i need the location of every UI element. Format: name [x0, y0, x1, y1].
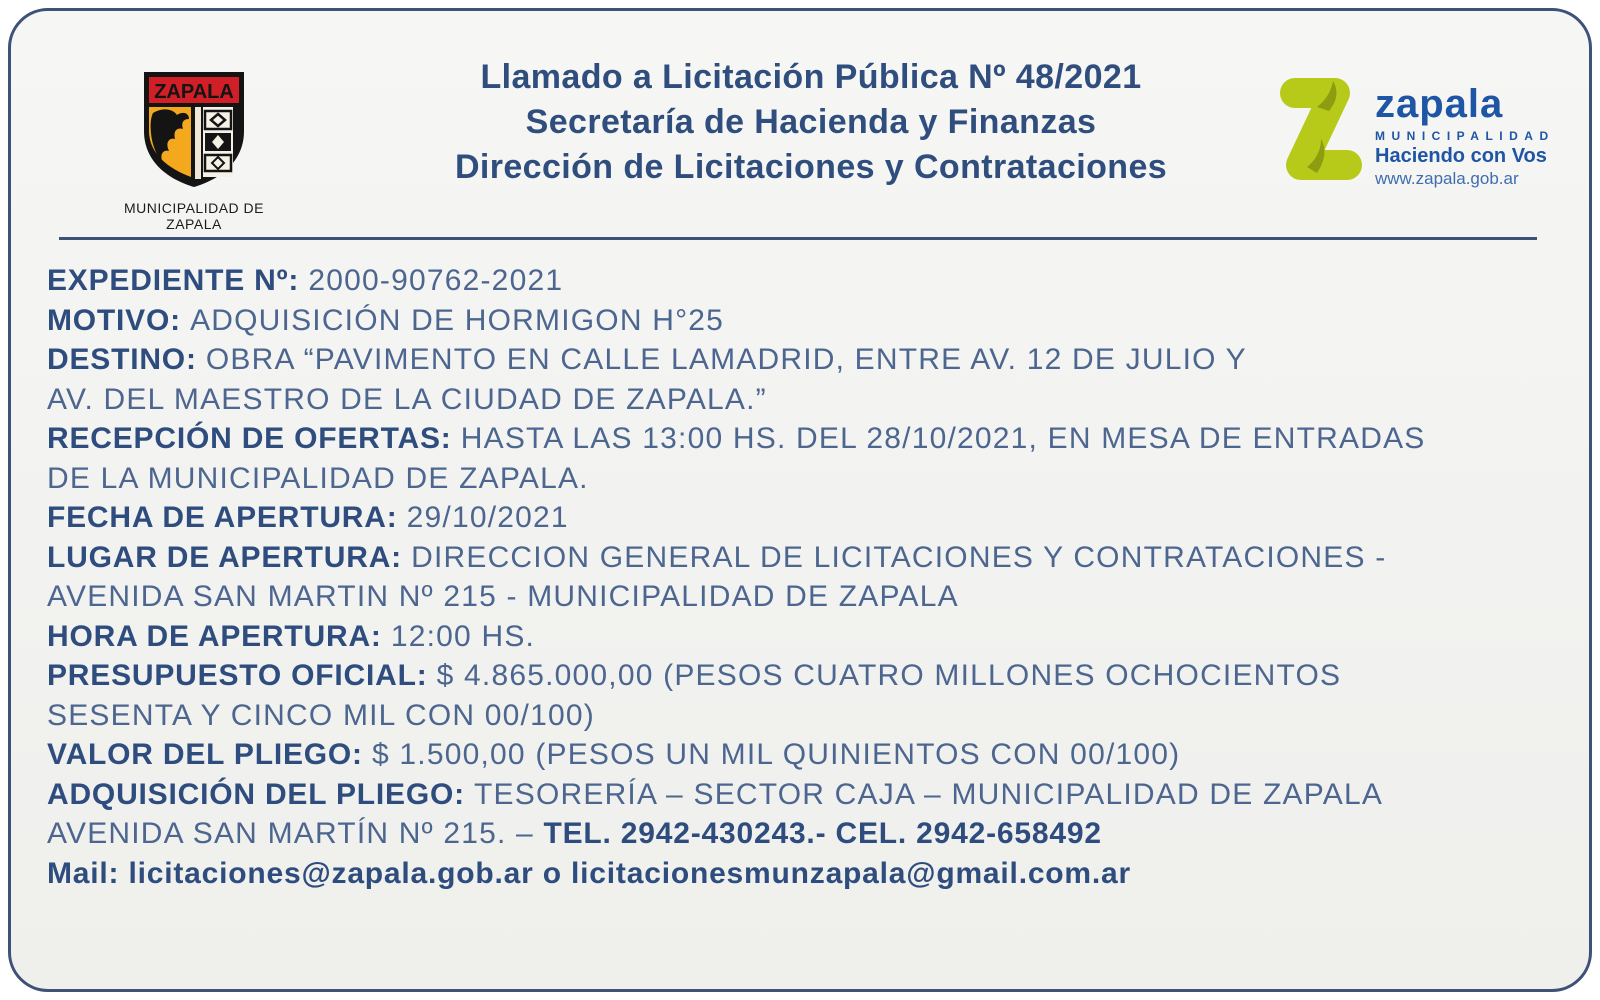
notice-line — [47, 419, 1565, 459]
municipality-shield-logo — [99, 69, 289, 232]
notice-line — [47, 617, 1565, 657]
notice-line — [47, 814, 1565, 854]
notice-line-text: DIRECCION GENERAL DE LICITACIONES Y CONTRATACIONES - — [411, 540, 1387, 574]
notice-line-text: 12:00 HS. — [390, 619, 536, 653]
notice-line-text: SESENTA Y CINCO MIL CON 00/100) — [47, 698, 595, 732]
notice-line-text: DE LA MUNICIPALIDAD DE ZAPALA. — [47, 461, 589, 495]
notice-line-label: EXPEDIENTE Nº: — [47, 264, 309, 297]
title-line-3: Dirección de Licitaciones y Contrataciones — [454, 148, 1168, 186]
notice-line-text: $ 4.865.000,00 (PESOS CUATRO MILLONES OCHOCIENTOS — [436, 659, 1342, 692]
brand-text — [1375, 77, 1555, 189]
header-divider — [59, 237, 1537, 240]
notice-line-label: MOTIVO: — [47, 303, 191, 337]
zapala-shield-icon — [139, 69, 249, 189]
shield-caption: MUNICIPALIDAD DE ZAPALA — [124, 200, 264, 232]
notice-line-text: $ 1.500,00 (PESOS UN MIL QUINIENTOS CON 00/100) — [371, 738, 1181, 771]
brand-website: www.zapala.gob.ar — [1375, 169, 1519, 188]
notice-line — [47, 459, 1565, 499]
notice-line — [47, 301, 1565, 341]
notice-line-text: AVENIDA SAN MARTIN Nº 215 - MUNICIPALIDAD DE ZAPALA — [47, 580, 959, 613]
notice-line — [47, 261, 1565, 301]
notice-line — [47, 577, 1565, 617]
notice-line — [47, 775, 1565, 815]
notice-line-text: AVENIDA SAN MARTÍN Nº 215. – — [47, 817, 544, 850]
notice-line-label: ADQUISICIÓN DEL PLIEGO: — [47, 777, 475, 811]
notice-card — [8, 8, 1592, 992]
notice-line — [47, 380, 1565, 420]
notice-line-label: RECEPCIÓN DE OFERTAS: — [47, 422, 461, 455]
zapala-z-icon — [1273, 77, 1365, 187]
notice-line-label: LUGAR DE APERTURA: — [47, 540, 412, 574]
notice-line-label: FECHA DE APERTURA: — [47, 501, 407, 534]
title-line-2: Secretaría de Hacienda y Finanzas — [525, 103, 1097, 141]
notice-line — [47, 735, 1565, 775]
notice-line-text: 2000-90762-2021 — [308, 264, 564, 297]
notice-line — [47, 696, 1565, 736]
brand-subtitle: MUNICIPALIDAD — [1375, 129, 1555, 143]
notice-line-label: PRESUPUESTO OFICIAL: — [47, 659, 437, 692]
notice-line — [47, 538, 1565, 578]
notice-line — [47, 854, 1565, 894]
notice-line-label: DESTINO: — [47, 343, 206, 376]
notice-body — [47, 261, 1565, 893]
notice-line-label: Mail: licitaciones@zapala.gob.ar o licitacionesmunzapala@gmail.com.ar — [47, 856, 1132, 890]
zapala-brand-logo — [1273, 77, 1555, 189]
svg-text:ZAPALA: ZAPALA — [154, 81, 234, 103]
notice-line-label: VALOR DEL PLIEGO: — [47, 738, 372, 771]
notice-line-text: 29/10/2021 — [406, 501, 569, 534]
brand-slogan: Haciendo con Vos — [1375, 145, 1547, 167]
notice-line-text: AV. DEL MAESTRO DE LA CIUDAD DE ZAPALA.” — [47, 382, 767, 416]
brand-name: zapala — [1375, 82, 1504, 126]
notice-line-label: TEL. 2942-430243.- CEL. 2942-658492 — [543, 817, 1102, 850]
notice-line — [47, 498, 1565, 538]
notice-line-text: OBRA “PAVIMENTO EN CALLE LAMADRID, ENTRE AV. 12 DE JULIO Y — [205, 343, 1247, 376]
notice-header — [11, 11, 1589, 231]
notice-line — [47, 340, 1565, 380]
notice-line-label: HORA DE APERTURA: — [47, 619, 391, 653]
notice-line-text: HASTA LAS 13:00 HS. DEL 28/10/2021, EN MESA DE ENTRADAS — [460, 422, 1426, 455]
title-line-1: Llamado a Licitación Pública Nº 48/2021 — [480, 58, 1142, 96]
notice-line-text: TESORERÍA – SECTOR CAJA – MUNICIPALIDAD DE ZAPALA — [474, 777, 1384, 811]
notice-line-text: ADQUISICIÓN DE HORMIGON H°25 — [190, 303, 725, 337]
notice-line — [47, 656, 1565, 696]
notice-title — [371, 55, 1251, 190]
